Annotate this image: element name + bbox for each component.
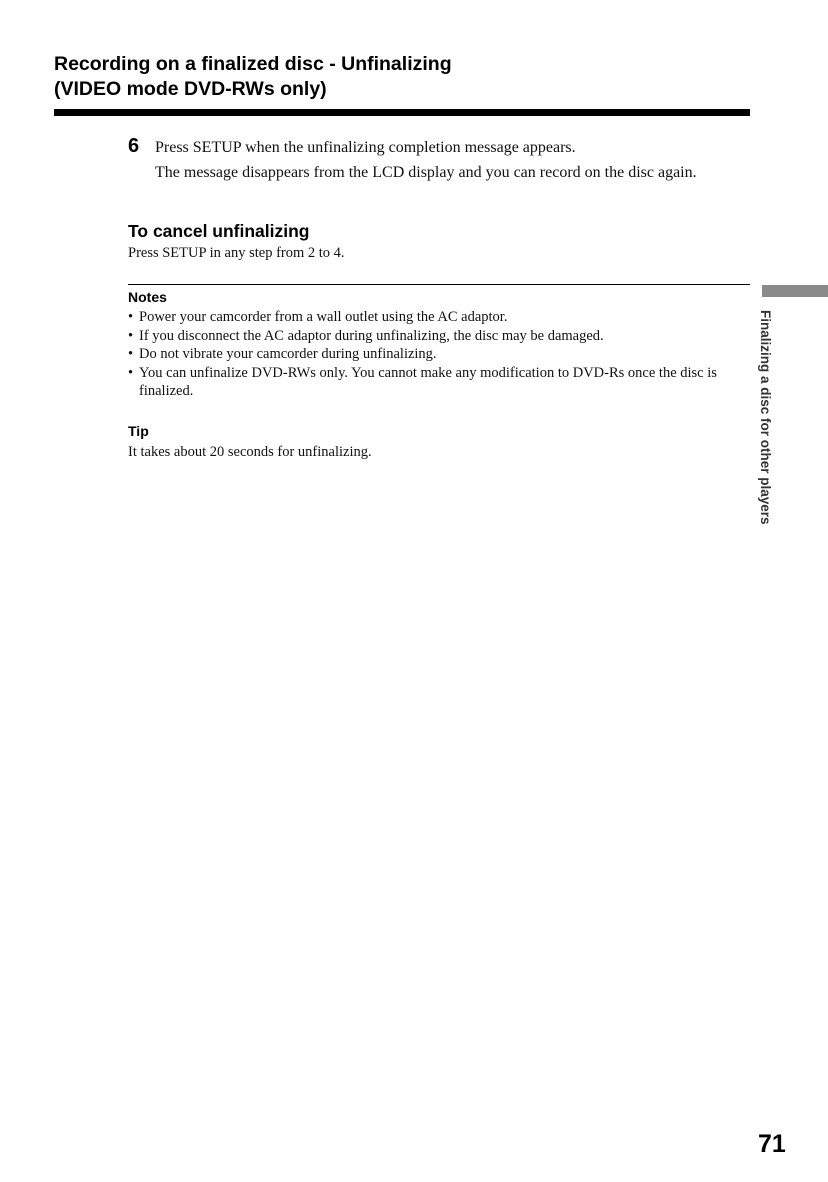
page-title xyxy=(54,52,452,102)
cancel-body: Press SETUP in any step from 2 to 4. xyxy=(128,245,345,261)
bullet-icon: • xyxy=(128,327,134,344)
cancel-heading: To cancel unfinalizing xyxy=(128,221,310,241)
note-text: You can unfinalize DVD-RWs only. You cannot make any modification to DVD-Rs once the disc is finalized. xyxy=(139,364,717,399)
notes-list xyxy=(128,308,748,401)
note-item xyxy=(128,308,748,327)
bullet-icon: • xyxy=(128,346,134,362)
tip-body: It takes about 20 seconds for unfinalizing. xyxy=(128,444,372,460)
side-tab-label: Finalizing a disc for other players xyxy=(758,310,773,525)
title-rule xyxy=(54,109,750,116)
notes-heading: Notes xyxy=(128,289,167,305)
bullet-icon: • xyxy=(128,364,134,381)
step-number: 6 xyxy=(128,135,140,157)
note-item xyxy=(128,364,748,401)
step-6 xyxy=(128,134,748,184)
tip-heading: Tip xyxy=(128,423,149,439)
note-item xyxy=(128,345,748,364)
note-text: If you disconnect the AC adaptor during unfinalizing, the disc may be damaged. xyxy=(139,327,604,344)
note-item xyxy=(128,327,748,346)
side-tab-marker xyxy=(762,285,828,297)
step-description: The message disappears from the LCD display and you can record on the disc again. xyxy=(155,164,697,181)
step-text xyxy=(155,134,748,184)
note-text: Power your camcorder from a wall outlet using the AC adaptor. xyxy=(139,309,508,325)
step-instruction: Press SETUP when the unfinalizing completion message appears. xyxy=(155,139,576,156)
page-number: 71 xyxy=(758,1130,786,1158)
page-title-line-2: (VIDEO mode DVD-RWs only) xyxy=(54,78,327,100)
note-text: Do not vibrate your camcorder during unfinalizing. xyxy=(139,346,437,362)
bullet-icon: • xyxy=(128,309,134,325)
page-title-line-1: Recording on a finalized disc - Unfinalizing xyxy=(54,53,452,75)
notes-divider xyxy=(128,284,750,285)
